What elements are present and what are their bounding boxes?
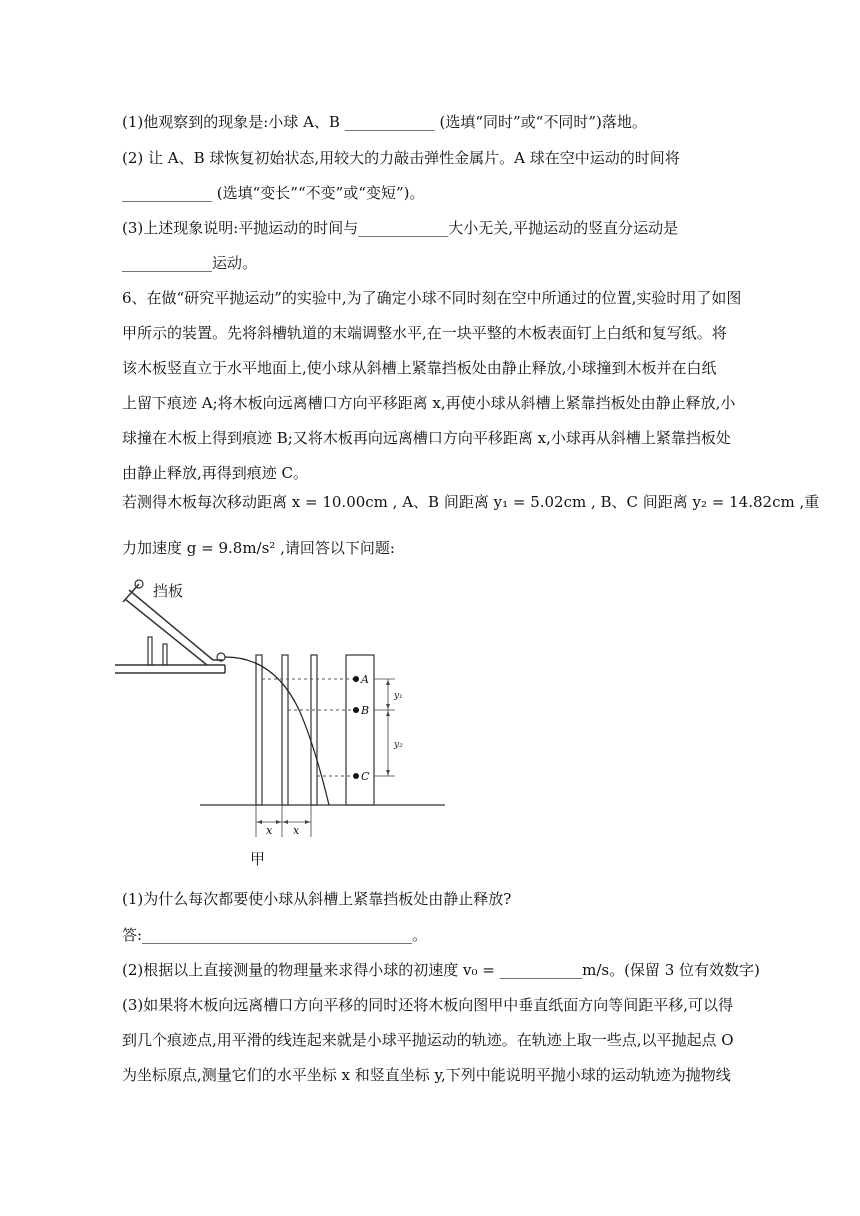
board-position-3 [311, 655, 317, 805]
text-line-8: 该木板竖直立于水平地面上,使小球从斜槽上紧靠挡板处由静止释放,小球撞到木板并在白纸 [122, 359, 717, 377]
point-b-dot [353, 707, 359, 713]
text-line-2: (2) 让 A、B 球恢复初始状态,用较大的力敲击弹性金属片。A 球在空中运动的时间将 [122, 149, 680, 167]
text-line-5: ____________运动。 [122, 254, 258, 272]
question-3-line-1: (3)如果将木板向远离槽口方向平移的同时还将木板向图甲中垂直纸面方向等间距平移,可以得 [122, 996, 734, 1014]
point-c-dot [353, 773, 359, 779]
point-c-label: C [361, 770, 370, 783]
support-post-1 [148, 637, 152, 665]
paper-board [346, 655, 374, 805]
x-label-2: x [293, 824, 300, 837]
point-a-label: A [361, 673, 369, 686]
figure-caption: 甲 [250, 850, 266, 868]
question-2: (2)根据以上直接测量的物理量来求得小球的初速度 v₀ = ___________m/s。(保留 3 位有效数字) [122, 961, 760, 979]
board-position-1 [256, 655, 262, 805]
question-3-line-3: 为坐标原点,测量它们的水平坐标 x 和竖直坐标 y,下列中能说明平抛小球的运动轨迹为抛物线 [122, 1066, 731, 1084]
experiment-figure [115, 572, 445, 872]
text-line-7: 甲所示的装置。先将斜槽轨道的末端调整水平,在一块平整的木板表面钉上白纸和复写纸。将 [122, 324, 727, 342]
text-line-1: (1)他观察到的现象是:小球 A、B ____________ (选填“同时”或“不同时”)落地。 [122, 113, 647, 131]
question-1: (1)为什么每次都要使小球从斜槽上紧靠挡板处由静止释放? [122, 890, 512, 908]
text-line-10: 球撞在木板上得到痕迹 B;又将木板再向远离槽口方向平移距离 x,小球再从斜槽上紧靠挡板处 [122, 429, 731, 447]
text-line-11: 由静止释放,再得到痕迹 C。 [122, 464, 309, 482]
text-line-12: 若测得木板每次移动距离 x = 10.00cm , A、B 间距离 y₁ = 5.02cm , B、C 间距离 y₂ = 14.82cm ,重 [122, 493, 820, 511]
x-label-1: x [266, 824, 273, 837]
support-post-2 [163, 644, 167, 665]
chute-lower [125, 599, 207, 665]
point-b-label: B [361, 704, 370, 717]
y1-label: y₁ [394, 691, 403, 701]
text-line-4: (3)上述现象说明:平抛运动的时间与____________大小无关,平抛运动的竖直分运动是 [122, 219, 679, 237]
answer-line: 答:____________________________________。 [122, 926, 428, 944]
point-a-dot [353, 676, 359, 682]
text-line-6: 6、在做“研究平抛运动”的实验中,为了确定小球不同时刻在空中所通过的位置,实验时用了如图 [122, 289, 742, 307]
chute-upper [129, 590, 213, 660]
board-position-2 [282, 655, 288, 805]
text-line-9: 上留下痕迹 A;将木板向远离槽口方向平移距离 x,再使小球从斜槽上紧靠挡板处由静止释放,小 [122, 394, 736, 412]
y2-label: y₂ [394, 740, 403, 750]
text-line-13: 力加速度 g = 9.8m/s² ,请回答以下问题: [122, 539, 395, 557]
baffle-label: 挡板 [153, 582, 184, 600]
question-3-line-2: 到几个痕迹点,用平滑的线连起来就是小球平抛运动的轨迹。在轨迹上取一些点,以平抛起点 O [122, 1031, 734, 1049]
text-line-3: ____________ (选填“变长”“不变”或“变短”)。 [122, 184, 425, 202]
